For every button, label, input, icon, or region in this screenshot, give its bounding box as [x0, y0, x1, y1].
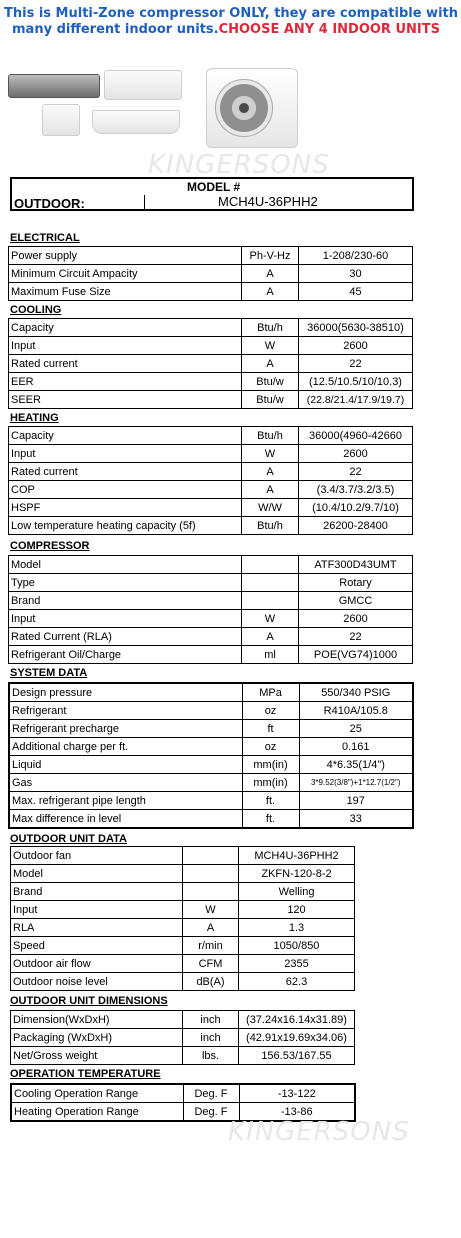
spec-value: 1050/850 — [239, 937, 355, 955]
spec-unit: A — [242, 355, 299, 373]
spec-label: Additional charge per ft. — [9, 738, 242, 756]
fan-grille-icon — [215, 79, 273, 137]
spec-value: 0.161 — [299, 738, 413, 756]
spec-unit: W — [242, 610, 299, 628]
ducted-unit-image — [8, 74, 100, 98]
table-row — [11, 1029, 355, 1047]
spec-unit: A — [242, 463, 299, 481]
spec-label: Speed — [11, 937, 183, 955]
spec-label: Power supply — [9, 247, 242, 265]
spec-label: Minimum Circuit Ampacity — [9, 265, 242, 283]
spec-unit — [183, 865, 239, 883]
spec-value: Welling — [239, 883, 355, 901]
table-row — [9, 738, 413, 756]
table-row — [11, 955, 355, 973]
spec-value: 1.3 — [239, 919, 355, 937]
spec-unit: W/W — [242, 499, 299, 517]
spec-label: EER — [9, 373, 242, 391]
spec-label: Brand — [11, 883, 183, 901]
table-row — [11, 1011, 355, 1029]
table-row — [9, 556, 413, 574]
spec-label: Rated current — [9, 463, 242, 481]
spec-label: Refrigerant Oil/Charge — [9, 646, 242, 664]
spec-unit — [183, 883, 239, 901]
spec-value: Rotary — [299, 574, 413, 592]
spec-label: Gas — [9, 774, 242, 792]
table-row — [11, 883, 355, 901]
spec-unit: A — [242, 628, 299, 646]
spec-unit: mm(in) — [242, 756, 299, 774]
spec-unit: ft. — [242, 810, 299, 829]
table-row — [11, 847, 355, 865]
table-row — [9, 283, 413, 301]
table-row — [9, 265, 413, 283]
table-row — [9, 481, 413, 499]
spec-label: Brand — [9, 592, 242, 610]
spec-unit: Btu/h — [242, 517, 299, 535]
spec-table — [8, 426, 413, 535]
table-row — [11, 1084, 355, 1103]
model-label: OUTDOOR: — [14, 196, 85, 211]
spec-value: 26200-28400 — [299, 517, 413, 535]
spec-label: Input — [9, 445, 242, 463]
spec-label: Packaging (WxDxH) — [11, 1029, 183, 1047]
spec-table — [8, 555, 413, 664]
spec-label: HSPF — [9, 499, 242, 517]
spec-unit: ft — [242, 720, 299, 738]
table-row — [9, 337, 413, 355]
section-heading: SYSTEM DATA — [10, 667, 88, 679]
spec-unit: lbs. — [183, 1047, 239, 1065]
wall-unit-image — [104, 70, 182, 100]
spec-value: ATF300D43UMT — [299, 556, 413, 574]
table-row — [9, 628, 413, 646]
spec-unit: inch — [183, 1011, 239, 1029]
section-heading: HEATING — [10, 412, 59, 424]
table-row — [9, 499, 413, 517]
spec-unit: A — [242, 481, 299, 499]
spec-value: (12.5/10.5/10/10.3) — [299, 373, 413, 391]
spec-value: 25 — [299, 720, 413, 738]
spec-value: 156.53/167.55 — [239, 1047, 355, 1065]
spec-unit: Btu/h — [242, 319, 299, 337]
spec-label: Input — [11, 901, 183, 919]
spec-value: 2355 — [239, 955, 355, 973]
table-row — [9, 774, 413, 792]
spec-value: (42.91x19.69x34.06) — [239, 1029, 355, 1047]
table-row — [9, 373, 413, 391]
spec-label: Max. refrigerant pipe length — [9, 792, 242, 810]
spec-unit: inch — [183, 1029, 239, 1047]
table-row — [11, 901, 355, 919]
spec-unit: mm(in) — [242, 774, 299, 792]
table-row — [9, 319, 413, 337]
section-heading: OUTDOOR UNIT DIMENSIONS — [10, 995, 168, 1007]
table-row — [9, 646, 413, 664]
spec-label: Outdoor air flow — [11, 955, 183, 973]
spec-unit: oz — [242, 738, 299, 756]
spec-value: 36000(5630-38510) — [299, 319, 413, 337]
spec-unit: W — [242, 337, 299, 355]
spec-value: 197 — [299, 792, 413, 810]
spec-value: ZKFN-120-8-2 — [239, 865, 355, 883]
spec-unit — [183, 847, 239, 865]
section-heading: ELECTRICAL — [10, 232, 80, 244]
model-box — [10, 177, 414, 211]
section-heading: COMPRESSOR — [10, 540, 90, 552]
banner-line-1: This is Multi-Zone compressor ONLY, they are compatible with — [4, 6, 458, 21]
spec-value: 2600 — [299, 337, 413, 355]
spec-value: -13-122 — [239, 1084, 355, 1103]
table-row — [11, 919, 355, 937]
banner-blue-text: many different indoor units. — [12, 22, 219, 37]
table-row — [9, 592, 413, 610]
spec-value: MCH4U-36PHH2 — [239, 847, 355, 865]
table-row — [9, 683, 413, 702]
ceiling-unit-image — [92, 110, 180, 134]
spec-label: RLA — [11, 919, 183, 937]
spec-value: 3*9.52(3/8")+1*12.7(1/2") — [299, 774, 413, 792]
table-row — [9, 355, 413, 373]
spec-label: Low temperature heating capacity (5f) — [9, 517, 242, 535]
spec-unit — [242, 592, 299, 610]
spec-value: 30 — [299, 265, 413, 283]
spec-value: (10.4/10.2/9.7/10) — [299, 499, 413, 517]
spec-unit: Btu/w — [242, 373, 299, 391]
spec-label: Maximum Fuse Size — [9, 283, 242, 301]
spec-table — [10, 846, 355, 991]
cassette-unit-image — [42, 104, 80, 136]
spec-value: 62.3 — [239, 973, 355, 991]
spec-unit — [242, 574, 299, 592]
spec-label: Dimension(WxDxH) — [11, 1011, 183, 1029]
spec-value: (3.4/3.7/3.2/3.5) — [299, 481, 413, 499]
spec-label: Type — [9, 574, 242, 592]
table-row — [11, 1047, 355, 1065]
spec-unit: Ph-V-Hz — [242, 247, 299, 265]
spec-unit: dB(A) — [183, 973, 239, 991]
spec-value: 22 — [299, 355, 413, 373]
spec-unit: CFM — [183, 955, 239, 973]
spec-value: POE(VG74)1000 — [299, 646, 413, 664]
spec-unit: ft. — [242, 792, 299, 810]
spec-unit: W — [242, 445, 299, 463]
table-row — [9, 517, 413, 535]
section-heading: OPERATION TEMPERATURE — [10, 1068, 161, 1080]
model-divider — [144, 195, 145, 209]
spec-unit: oz — [242, 702, 299, 720]
spec-label: Capacity — [9, 427, 242, 445]
spec-label: Cooling Operation Range — [11, 1084, 183, 1103]
table-row — [9, 792, 413, 810]
spec-value: 45 — [299, 283, 413, 301]
spec-value: 120 — [239, 901, 355, 919]
spec-unit: A — [183, 919, 239, 937]
spec-value: 33 — [299, 810, 413, 829]
table-row — [11, 937, 355, 955]
spec-unit: Deg. F — [183, 1084, 239, 1103]
spec-value: 1-208/230-60 — [299, 247, 413, 265]
spec-label: Outdoor fan — [11, 847, 183, 865]
table-row — [9, 756, 413, 774]
spec-value: 2600 — [299, 445, 413, 463]
section-heading: OUTDOOR UNIT DATA — [10, 833, 127, 845]
spec-label: Refrigerant precharge — [9, 720, 242, 738]
table-row — [9, 247, 413, 265]
spec-value: 2600 — [299, 610, 413, 628]
spec-unit: Deg. F — [183, 1103, 239, 1122]
spec-unit: A — [242, 283, 299, 301]
spec-unit: Btu/w — [242, 391, 299, 409]
compatibility-banner — [4, 6, 459, 38]
watermark-top: KINGERSONS — [148, 150, 330, 180]
spec-label: Outdoor noise level — [11, 973, 183, 991]
spec-label: Model — [11, 865, 183, 883]
spec-value: R410A/105.8 — [299, 702, 413, 720]
spec-label: Refrigerant — [9, 702, 242, 720]
spec-label: Rated current — [9, 355, 242, 373]
spec-value: (22.8/21.4/17.9/19.7) — [299, 391, 413, 409]
banner-red-text: CHOOSE ANY 4 INDOOR UNITS — [218, 22, 440, 37]
table-row — [9, 445, 413, 463]
spec-value: 550/340 PSIG — [299, 683, 413, 702]
spec-value: 22 — [299, 463, 413, 481]
spec-unit — [242, 556, 299, 574]
spec-label: Net/Gross weight — [11, 1047, 183, 1065]
spec-label: Capacity — [9, 319, 242, 337]
spec-label: Max difference in level — [9, 810, 242, 829]
spec-label: Model — [9, 556, 242, 574]
table-row — [9, 463, 413, 481]
table-row — [9, 702, 413, 720]
table-row — [11, 973, 355, 991]
spec-label: Liquid — [9, 756, 242, 774]
spec-table — [10, 1010, 355, 1065]
table-row — [9, 427, 413, 445]
table-row — [9, 720, 413, 738]
spec-table — [8, 682, 414, 829]
spec-table — [8, 246, 413, 301]
spec-label: Rated Current (RLA) — [9, 628, 242, 646]
spec-value: -13-86 — [239, 1103, 355, 1122]
spec-value: 4*6.35(1/4") — [299, 756, 413, 774]
model-value: MCH4U-36PHH2 — [218, 194, 318, 209]
model-header: MODEL # — [187, 180, 241, 194]
spec-value: 22 — [299, 628, 413, 646]
outdoor-unit-image — [206, 68, 298, 148]
section-heading: COOLING — [10, 304, 62, 316]
spec-table — [8, 318, 413, 409]
table-row — [11, 865, 355, 883]
spec-value: (37.24x16.14x31.89) — [239, 1011, 355, 1029]
spec-label: Input — [9, 337, 242, 355]
spec-label: SEER — [9, 391, 242, 409]
spec-label: Input — [9, 610, 242, 628]
spec-value: 36000(4960-42660 — [299, 427, 413, 445]
table-row — [9, 391, 413, 409]
banner-line-2 — [4, 22, 459, 38]
table-row — [9, 610, 413, 628]
spec-label: COP — [9, 481, 242, 499]
spec-unit: Btu/h — [242, 427, 299, 445]
spec-label: Design pressure — [9, 683, 242, 702]
spec-unit: MPa — [242, 683, 299, 702]
spec-label: Heating Operation Range — [11, 1103, 183, 1122]
table-row — [9, 574, 413, 592]
spec-unit: ml — [242, 646, 299, 664]
spec-unit: r/min — [183, 937, 239, 955]
spec-unit: A — [242, 265, 299, 283]
table-row — [9, 810, 413, 829]
spec-value: GMCC — [299, 592, 413, 610]
spec-unit: W — [183, 901, 239, 919]
watermark-bottom: KINGERSONS — [228, 1117, 410, 1147]
